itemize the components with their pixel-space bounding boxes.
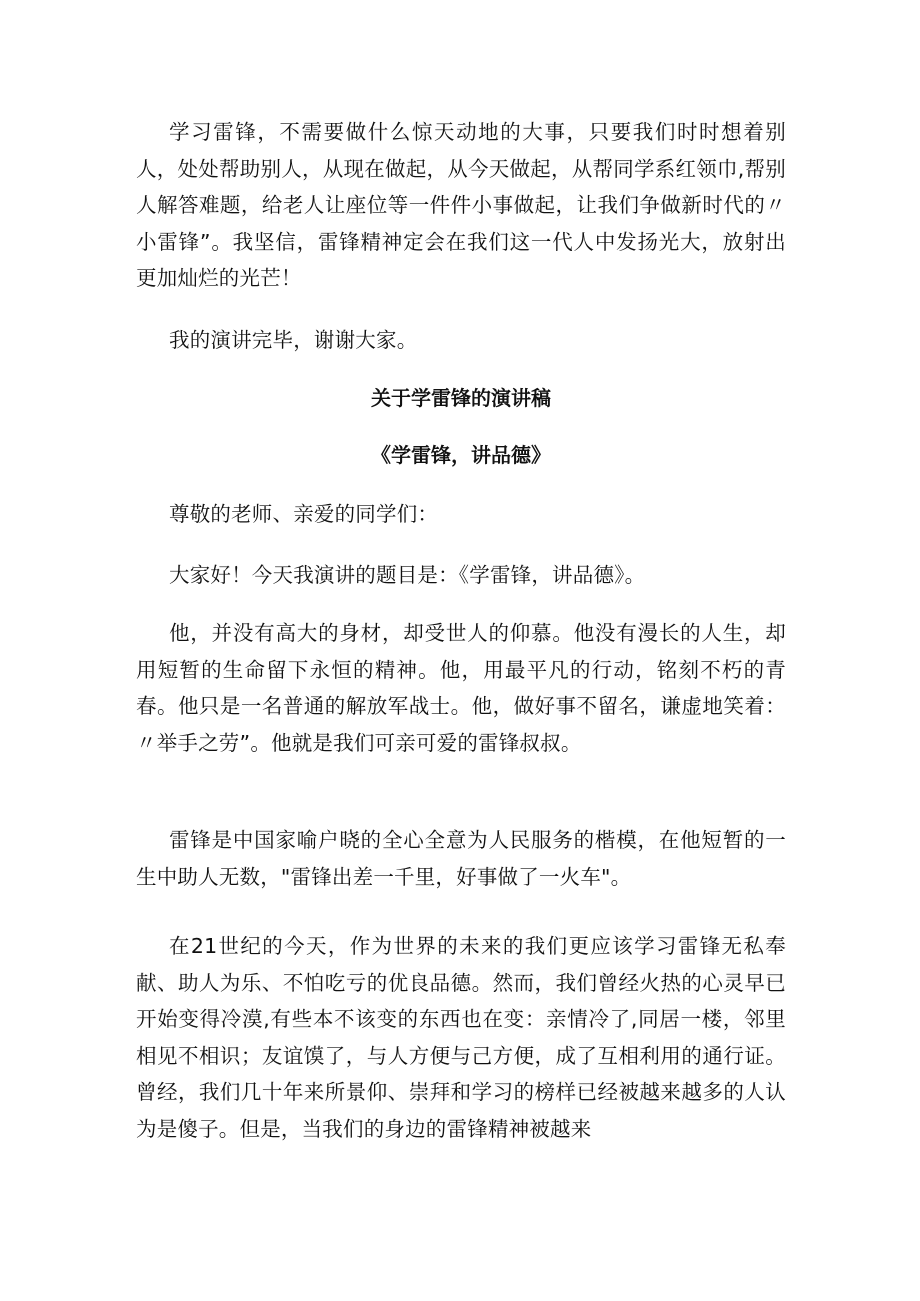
greeting: 尊敬的老师、亲爱的同学们： (169, 502, 439, 526)
paragraph-2: 雷锋是中国家喻户晓的全心全意为人民服务的楷模，在他短暂的一生中助人无数，"雷锋出差一千里，好事做了一火车"。 (136, 828, 786, 889)
paragraph-3: 在21世纪的今天，作为世界的未来的我们更应该学习雷锋无私奉献、助人为乐、不怕吃亏的优良品德。然而，我们曾经火热的心灵早已开始变得冷漠,有些本不该变的东西也在变：亲情冷了,同居一楼，邻里相见不相识；友谊馍了，与人方便与己方便，成了互相利用的通行证。曾经，我们几十年来所景仰、崇拜和学习的榜样已经被越来越多的人认为是傻子。但是，当我们的身边的雷锋精神被越来 (136, 934, 786, 1141)
intro-paragraph: 学习雷锋，不需要做什么惊天动地的大事，只要我们时时想着别人，处处帮助别人，从现在做起，从今天做起，从帮同学系红领巾,帮别人解答难题，给老人让座位等一件件小事做起，让我们争做新时代的〃小雷锋”。我坚信，雷锋精神定会在我们这一代人中发扬光大，放射出更加灿烂的光芒！ (136, 120, 786, 290)
closing-line: 我的演讲完毕，谢谢大家。 (169, 328, 418, 352)
opening-line: 大家好！今天我演讲的题目是：《学雷锋，讲品德》。 (169, 563, 646, 587)
paragraph-1: 他，并没有高大的身材，却受世人的仰慕。他没有漫长的人生，却用短暂的生命留下永恒的精神。他，用最平凡的行动，铭刻不朽的青春。他只是一名普通的解放军战士。他，做好事不留名，谦虚地笑着：〃举手之劳”。他就是我们可亲可爱的雷锋叔叔。 (136, 621, 786, 755)
section-title: 关于学雷锋的演讲稿 (371, 386, 551, 410)
speech-title: 《学雷锋，讲品德》 (371, 443, 551, 467)
